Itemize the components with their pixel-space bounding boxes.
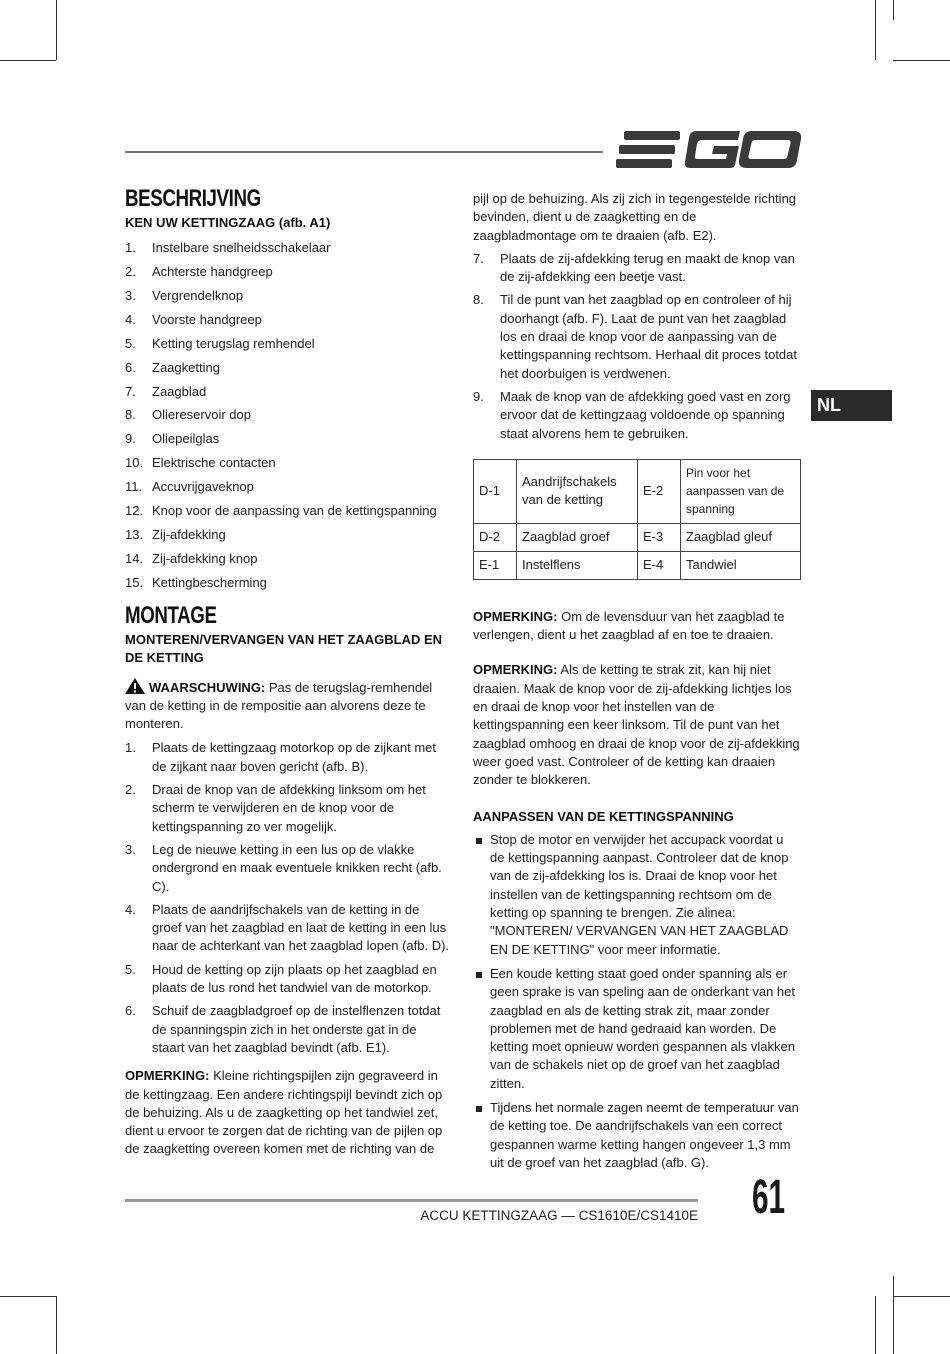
- list-number: 4.: [125, 311, 136, 327]
- list-number: 4.: [125, 901, 136, 917]
- list-item: [473, 388, 801, 443]
- list-item: [125, 454, 450, 472]
- section-title-beschrijving: BESCHRIJVING: [125, 185, 261, 212]
- list-text: Maak de knop van de afdekking goed vast en zorg ervoor dat de kettingzaag voldoende op spanning staat alvorens hem te gebruiken.: [500, 388, 791, 441]
- footer-title: ACCU KETTINGZAAG — CS1610E/CS1410E: [420, 1208, 698, 1223]
- table-cell: E-1: [474, 551, 517, 579]
- list-text: Zij-afdekking knop: [152, 551, 258, 567]
- note-label: OPMERKING:: [473, 608, 558, 624]
- table-cell: Aandrijfschakels van de ketting: [517, 459, 638, 523]
- list-text: Accuvrijgaveknop: [152, 479, 254, 495]
- list-item: [125, 1002, 450, 1057]
- right-column: [473, 190, 801, 1172]
- list-number: 8.: [125, 407, 136, 423]
- list-number: 1.: [125, 740, 136, 756]
- list-number: 2.: [125, 263, 136, 279]
- subtitle-monteren: MONTEREN/VERVANGEN VAN HET ZAAGBLAD EN DE KETTING: [125, 631, 443, 666]
- list-text: Voorste handgreep: [152, 311, 262, 327]
- crop-mark: [893, 1276, 894, 1354]
- list-number: 10.: [125, 455, 144, 471]
- list-text: Til de punt van het zaagblad op en controleer of hij doorhangt (afb. F). Laat de punt van het zaagblad los en draai de knop voor de aanpassing van de kettingspanning rechtsom. Herhaal dit proces totdat het doorbuigen is verdwenen.: [500, 292, 798, 381]
- list-text: Knop voor de aanpassing van de kettingspanning: [152, 503, 437, 519]
- list-item: [125, 263, 450, 281]
- list-text: Achterste handgreep: [152, 263, 273, 279]
- parts-legend-table: [473, 459, 801, 580]
- section-title-montage: MONTAGE: [125, 601, 217, 629]
- list-text: Plaats de zij-afdekking terug en maakt de knop van de zij-afdekking een beetje vast.: [500, 250, 795, 285]
- list-item: [473, 291, 801, 382]
- crop-mark: [56, 0, 57, 60]
- table-cell: Zaagblad gleuf: [681, 523, 801, 551]
- table-cell: Instelflens: [517, 551, 638, 579]
- list-number: 2.: [125, 782, 136, 798]
- table-cell: Pin voor het aanpassen van de spanning: [681, 459, 801, 523]
- list-item: [125, 574, 450, 592]
- crop-mark: [0, 1296, 56, 1297]
- table-cell: Tandwiel: [681, 551, 801, 579]
- crop-mark: [0, 60, 56, 61]
- list-item: Stop de motor en verwijder het accupack voordat u de kettingspanning aanpast. Controleer dat de knop van de zij-afdekking los is. Draai de knop voor het instellen van de kettingspanning rechtsom om de ketting op spanning te brengen. Zie alinea: "MONTEREN/ VERVANGEN VAN HET ZAAGBLAD EN DE KETTING" voor meer informatie.: [473, 831, 801, 959]
- list-item: [125, 239, 450, 257]
- list-number: 13.: [125, 527, 144, 543]
- list-number: 12.: [125, 503, 144, 519]
- list-number: 3.: [125, 841, 136, 857]
- crop-mark: [893, 0, 894, 20]
- list-number: 7.: [473, 250, 484, 266]
- list-item: [125, 526, 450, 544]
- list-item: [125, 739, 450, 776]
- table-cell: E-2: [638, 459, 681, 523]
- list-text: Plaats de aandrijfschakels van de ketting in de groef van het zaagblad en laat de ketting in een lus naar de achterkant van het zaagblad lopen (afb. D).: [152, 901, 450, 954]
- list-item: [125, 781, 450, 836]
- header-rule: [125, 151, 603, 153]
- list-text: Kettingbescherming: [152, 575, 267, 591]
- warning-text: Pas de terugslag-remhendel van de ketting in de rempositie aan alvorens deze te monteren.: [125, 679, 433, 732]
- note-label: OPMERKING:: [125, 1068, 210, 1084]
- crop-mark: [875, 1296, 876, 1354]
- list-item: [473, 250, 801, 287]
- list-text: Zaagblad: [152, 383, 207, 399]
- parts-list: [125, 239, 450, 593]
- list-text: Ketting terugslag remhendel: [152, 335, 315, 351]
- list-number: 7.: [125, 383, 136, 399]
- note-label: OPMERKING:: [473, 662, 558, 678]
- subtitle-ken-uw-kettingzaag: KEN UW KETTINGZAAG (afb. A1): [125, 215, 331, 231]
- table-row: [474, 523, 801, 551]
- table-cell: D-2: [474, 523, 517, 551]
- list-text: Leg de nieuwe ketting in een lus op de vlakke ondergrond en maak eventuele knikken recht (afb. C).: [152, 841, 442, 894]
- assembly-steps: [125, 739, 450, 1057]
- list-item: Een koude ketting staat goed onder spanning als er geen sprake is van speling aan de onderkant van het zaagblad en als de ketting strak zit, maar zonder problemen met de hand gedraaid kan worden. De ketting moet opnieuw worden gespannen als vlakken van de schakels niet op de groef van het zaagblad zitten.: [473, 965, 801, 1093]
- note-text: Kleine richtingspijlen zijn gegraveerd in de kettingzaag. Een andere richtingspijl bevindt zich op de behuizing. Als u de zaagketting op het tandwiel zet, dient u ervoor te zorgen dat de richting van de pijlen op de zaagketting overeen komen met de richting van de: [125, 1068, 443, 1157]
- table-cell: E-3: [638, 523, 681, 551]
- list-item: [125, 901, 450, 956]
- list-item: Tijdens het normale zagen neemt de temperatuur van de ketting toe. De aandrijfschakels van een correct gespannen warme ketting hangen ongeveer 1,3 mm uit de groef van het zaagblad (afb. G).: [473, 1099, 801, 1172]
- list-item: [125, 841, 450, 896]
- tension-bullets: [473, 831, 801, 1172]
- list-text: Houd de ketting op zijn plaats op het zaagblad en plaats de lus rond het tandwiel van de motorkop.: [152, 961, 437, 996]
- language-tab: NL: [811, 390, 892, 421]
- list-number: 15.: [125, 575, 144, 591]
- list-item: [125, 335, 450, 353]
- list-number: 5.: [125, 961, 136, 977]
- list-number: 6.: [125, 359, 136, 375]
- list-text: Instelbare snelheidsschakelaar: [152, 239, 331, 255]
- list-text: Plaats de kettingzaag motorkop op de zijkant met de zijkant naar boven gericht (afb. B).: [152, 740, 436, 774]
- note-lifespan: [473, 608, 801, 645]
- list-text: Draai de knop van de afdekking linksom om het scherm te verwijderen en de knop voor de kettingspanning zo ver mogelijk.: [152, 782, 426, 834]
- ego-logo: [616, 128, 802, 172]
- crop-mark: [893, 60, 950, 61]
- list-text: Schuif de zaagbladgroef op de instelflenzen totdat de spanningspin zich in het onderste gat in de staart van het zaagblad bevindt (afb. E1).: [152, 1003, 441, 1055]
- note-paragraph: [125, 1067, 450, 1158]
- list-text: Oliereservoir dop: [152, 407, 251, 423]
- assembly-steps-continued: [473, 250, 801, 443]
- list-number: 1.: [125, 239, 136, 255]
- table-row: [474, 459, 801, 523]
- warning-paragraph: [125, 678, 450, 734]
- list-text: Zaagketting: [152, 359, 220, 375]
- table-row: [474, 551, 801, 579]
- list-text: Vergrendelknop: [152, 287, 244, 303]
- list-item: [125, 311, 450, 329]
- list-number: 11.: [125, 479, 143, 495]
- list-item: [125, 430, 450, 448]
- footer-rule: [125, 1199, 698, 1202]
- list-number: 9.: [125, 431, 136, 447]
- list-number: 8.: [473, 292, 484, 308]
- list-number: 5.: [125, 335, 136, 351]
- list-number: 6.: [125, 1003, 136, 1019]
- note-text: Als de ketting te strak zit, kan hij niet draaien. Maak de knop voor de zij-afdekking lichtjes los en draai de knop voor het instellen van de kettingspanning een keer linksom. Til de punt van het zaagblad omhoog en draai de knop voor de zij-afdekking weer goed vast. Controleer of de ketting kan draaien zonder te blokkeren.: [473, 662, 800, 788]
- list-item: [125, 287, 450, 305]
- list-item: [125, 478, 450, 496]
- list-item: [125, 550, 450, 568]
- list-item: [125, 359, 450, 377]
- list-item: [125, 502, 450, 520]
- list-text: Oliepeilglas: [152, 431, 220, 447]
- subtitle-aanpassen: AANPASSEN VAN DE KETTINGSPANNING: [473, 808, 734, 824]
- warning-label: WAARSCHUWING:: [149, 679, 266, 695]
- left-column: [125, 185, 450, 1159]
- page-number: 61: [752, 1171, 786, 1224]
- table-cell: E-4: [638, 551, 681, 579]
- note-chain-tight: [473, 661, 801, 789]
- list-text: Zij-afdekking: [152, 527, 226, 543]
- note-text: Om de levensduur van het zaagblad te verlengen, dient u het zaagblad af en toe te draaien.: [473, 608, 785, 643]
- list-item: [125, 383, 450, 401]
- table-cell: D-1: [474, 459, 517, 523]
- crop-mark: [893, 1296, 950, 1297]
- list-number: 14.: [125, 551, 144, 567]
- list-number: 9.: [473, 388, 484, 404]
- note-continuation: pijl op de behuizing. Als zij zich in tegengestelde richting bevinden, dient u de zaagketting en de zaagbladmontage om te draaien (afb. E2).: [473, 191, 797, 243]
- list-item: [125, 961, 450, 998]
- list-item: [125, 406, 450, 424]
- list-number: 3.: [125, 287, 136, 303]
- warning-triangle-icon: [125, 678, 145, 694]
- crop-mark: [875, 0, 876, 60]
- crop-mark: [56, 1296, 57, 1354]
- list-text: Elektrische contacten: [152, 455, 276, 471]
- table-cell: Zaagblad groef: [517, 523, 638, 551]
